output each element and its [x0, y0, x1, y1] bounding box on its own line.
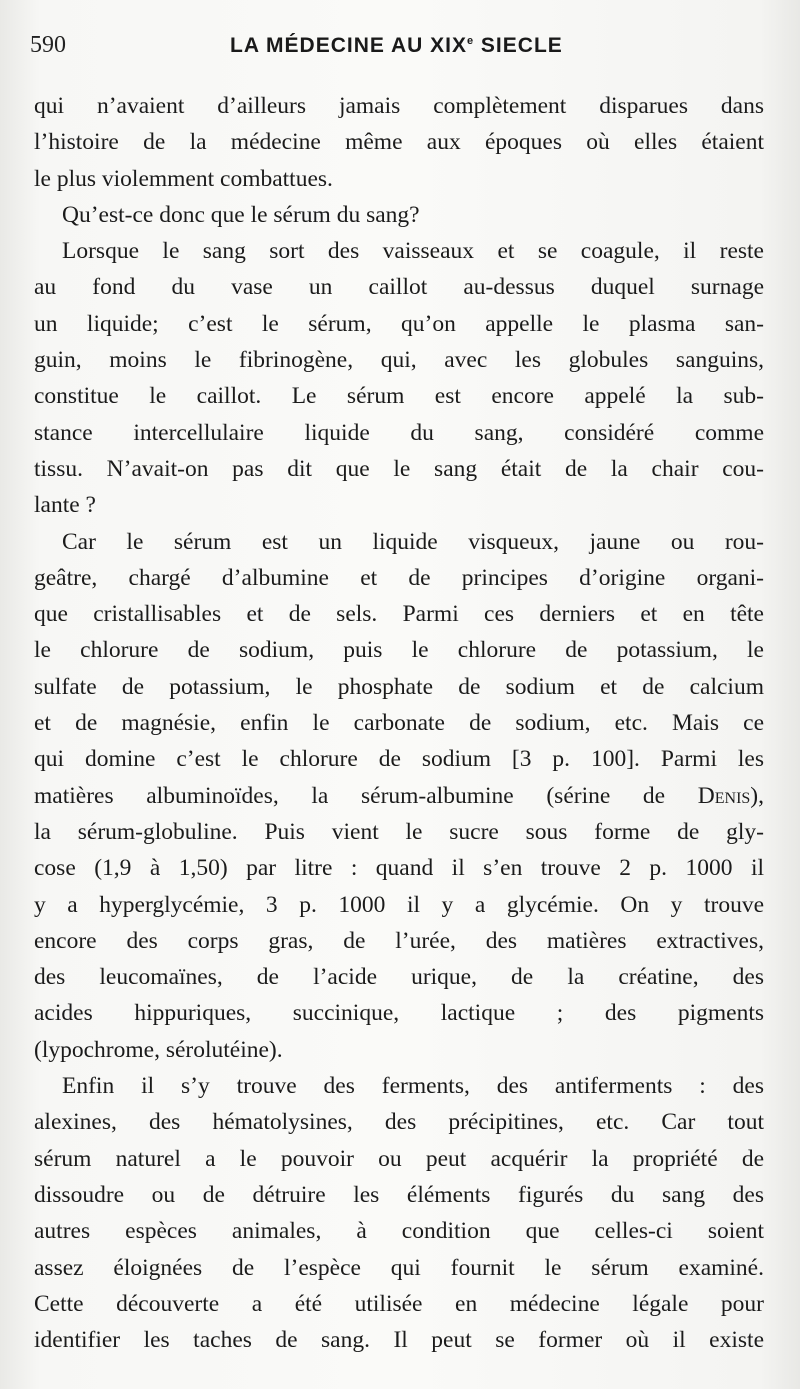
text-line: le chlorure de sodium, puis le chlorure de potassium, le [34, 637, 764, 664]
running-title-end: SIECLE [474, 34, 563, 57]
text-line: sérum naturel a le pouvoir ou peut acquérir la propriété de [34, 1145, 764, 1172]
text-line: y a hyperglycémie, 3 p. 1000 il y a glycémie. On y trouve [34, 891, 764, 918]
text-line: Lorsque le sang sort des vaisseaux et se coagule, il reste [62, 238, 764, 265]
text-line: assez éloignées de l’espèce qui fournit le sérum examiné. [34, 1254, 764, 1281]
text-line: alexines, des hématolysines, des précipitines, etc. Car tout [34, 1109, 764, 1136]
text-line: tissu. N’avait-on pas dit que le sang était de la chair cou- [34, 455, 764, 482]
running-title-main: LA MÉDECINE AU XIX [230, 34, 467, 57]
text-line: cose (1,9 à 1,50) par litre : quand il s’en trouve 2 p. 1000 il [34, 855, 764, 882]
text-line: acides hippuriques, succinique, lactique ; des pigments [34, 1000, 764, 1027]
text-line: qui domine c’est le chlorure de sodium [3 p. 100]. Parmi les [34, 746, 764, 773]
text-line: dissoudre ou de détruire les éléments figurés du sang des [34, 1181, 764, 1208]
text-line: la sérum-globuline. Puis vient le sucre sous forme de gly- [34, 818, 764, 845]
text-line: et de magnésie, enfin le carbonate de sodium, etc. Mais ce [34, 710, 764, 737]
text-segment: matières albuminoïdes, la sérum-albumine (sérine de [34, 782, 698, 809]
text-line: guin, moins le fibrinogène, qui, avec les globules sanguins, [34, 347, 764, 374]
text-line: qui n’avaient d’ailleurs jamais complètement disparues dans [34, 93, 764, 119]
running-title [230, 34, 563, 58]
author-name: Denis [697, 782, 751, 809]
text-line: identifier les taches de sang. Il peut se former où il existe [34, 1327, 764, 1354]
text-line: l’histoire de la médecine même aux époques où elles étaient [34, 129, 764, 156]
text-line: sulfate de potassium, le phosphate de sodium et de calcium [34, 673, 764, 700]
text-line-with-name [34, 778, 764, 814]
text-line: geâtre, chargé d’albumine et de principes d’origine organi- [34, 564, 764, 591]
text-line: stance intercellulaire liquide du sang, considéré comme [34, 419, 764, 446]
text-line: des leucomaïnes, de l’acide urique, de la créatine, des [34, 964, 764, 991]
page-number: 590 [30, 32, 66, 58]
text-line: autres espèces animales, à condition que celles-ci soient [34, 1218, 764, 1245]
text-line: Car le sérum est un liquide visqueux, jaune ou rou- [62, 528, 764, 555]
text-line: Cette découverte a été utilisée en médecine légale pour [34, 1290, 764, 1317]
running-title-superscript: e [466, 35, 475, 47]
text-line: (lypochrome, sérolutéine). [34, 1036, 283, 1063]
text-line: au fond du vase un caillot au-dessus duquel surnage [34, 274, 764, 301]
text-line: lante ? [34, 492, 96, 519]
text-line: Enfin il s’y trouve des ferments, des antiferments : des [62, 1073, 764, 1100]
text-line: encore des corps gras, de l’urée, des matières extractives, [34, 927, 764, 954]
running-head [30, 32, 770, 72]
text-line: un liquide; c’est le sérum, qu’on appelle le plasma san- [34, 310, 764, 337]
text-line: le plus violemment combattues. [34, 165, 333, 192]
text-line: que cristallisables et de sels. Parmi ces derniers et en tête [34, 601, 764, 628]
text-line: constitue le caillot. Le sérum est encore appelé la sub- [34, 383, 764, 410]
body-text [34, 88, 764, 1358]
text-segment: ), [750, 782, 764, 809]
text-line: Qu’est-ce donc que le sérum du sang? [62, 201, 420, 228]
